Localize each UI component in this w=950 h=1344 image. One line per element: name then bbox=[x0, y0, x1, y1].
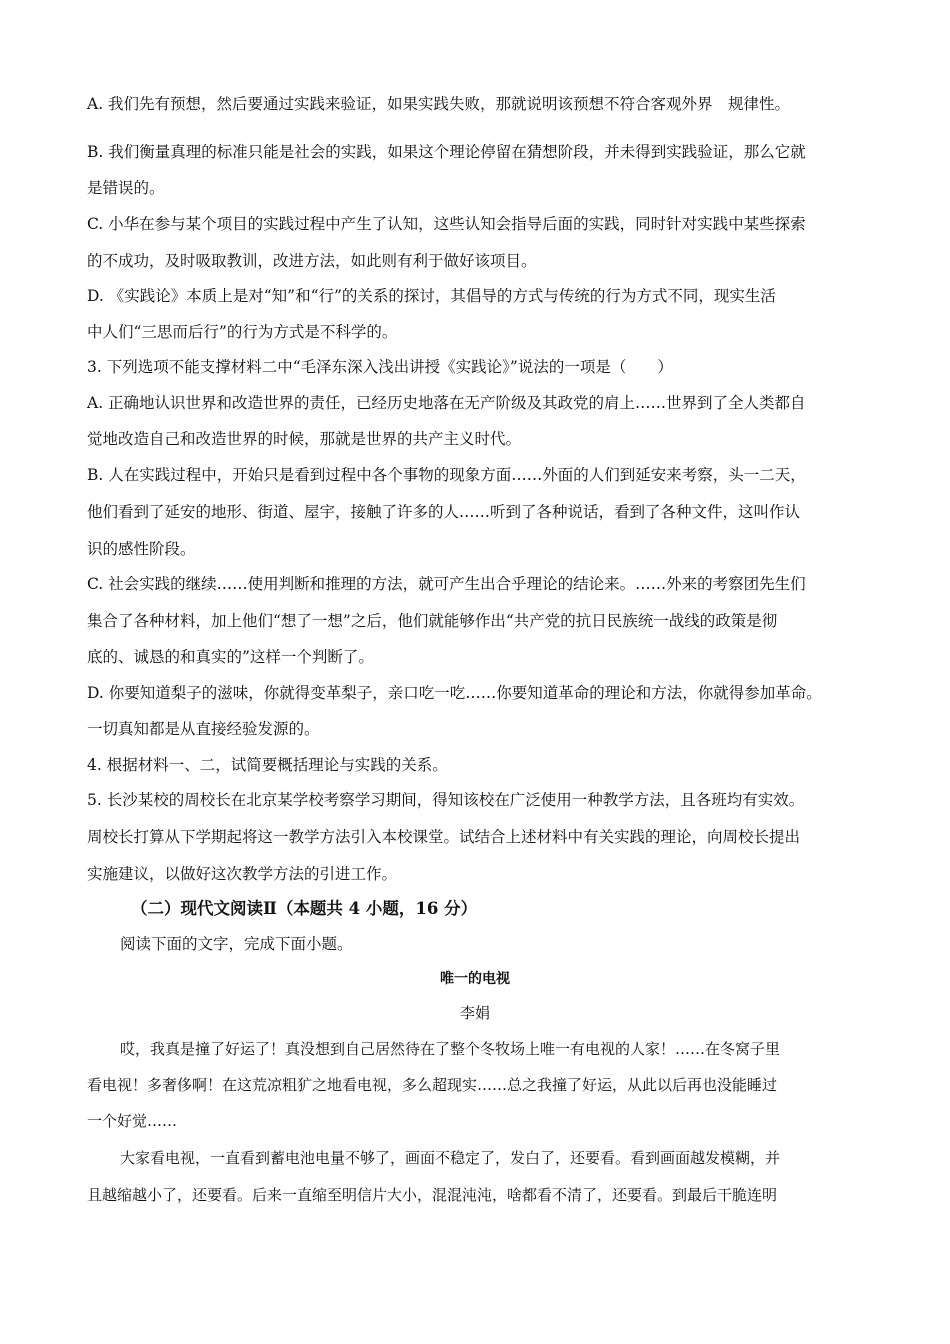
story-title: 唯一的电视 bbox=[440, 971, 510, 987]
q3-option-b-line2: 他们看到了延安的地形、街道、屋宇，接触了许多的人……听到了各种说话，看到了各种文件，这叫作认 bbox=[87, 503, 801, 521]
q5-line3: 实施建议，以做好这次教学方法的引进工作。 bbox=[87, 865, 398, 883]
q3-option-d-line2: 一切真知都是从直接经验发源的。 bbox=[87, 720, 320, 738]
q3-option-c-line3: 底的、诚恳的和真实的”这样一个判断了。 bbox=[87, 648, 374, 666]
q3-option-d-line1: D. 你要知道梨子的滋味，你就得变革梨子，亲口吃一吃……你要知道革命的理论和方法，你就得参加革命。 bbox=[87, 684, 822, 702]
story-p1-line3: 一个好觉…… bbox=[87, 1112, 178, 1130]
story-p2-line1: 大家看电视，一直看到蓄电池电量不够了，画面不稳定了，发白了，还要看。看到画面越发模糊，并 bbox=[120, 1149, 781, 1167]
q4-stem: 4. 根据材料一、二，试简要概括理论与实践的关系。 bbox=[87, 756, 448, 774]
q3-option-b-line1: B. 人在实践过程中，开始只是看到过程中各个事物的现象方面……外面的人们到延安来考察，头一二天， bbox=[87, 466, 806, 484]
section-heading: （二）现代文阅读Ⅱ（本题共 4 小题，16 分） bbox=[131, 899, 478, 918]
q2-option-a: A. 我们先有预想，然后要通过实践来验证，如果实践失败，那就说明该预想不符合客观外界 规律性。 bbox=[87, 95, 791, 113]
q2-option-b-line2: 是错误的。 bbox=[87, 179, 165, 197]
q3-option-c-line2: 集合了各种材料，加上他们“想了一想”之后，他们就能够作出“共产党的抗日民族统一战线的政策是彻 bbox=[87, 612, 778, 630]
q3-option-a-line2: 觉地改造自己和改造世界的时候，那就是世界的共产主义时代。 bbox=[87, 430, 522, 448]
story-p1-line1: 哎，我真是撞了好运了！真没想到自己居然待在了整个冬牧场上唯一有电视的人家！……在冬窝子里 bbox=[120, 1040, 781, 1058]
q2-option-d-line1: D. 《实践论》本质上是对“知”和“行”的关系的探讨，其倡导的方式与传统的行为方式不同，现实生活 bbox=[87, 287, 776, 305]
q2-option-c-line1: C. 小华在参与某个项目的实践过程中产生了认知，这些认知会指导后面的实践，同时针对实践中某些探索 bbox=[87, 215, 806, 233]
q5-line2: 周校长打算从下学期起将这一教学方法引入本校课堂。试结合上述材料中有关实践的理论，向周校长提出 bbox=[87, 828, 801, 846]
q2-option-b-line1: B. 我们衡量真理的标准只能是社会的实践，如果这个理论停留在猜想阶段，并未得到实践验证，那么它就 bbox=[87, 143, 806, 161]
story-p2-line2: 且越缩越小了，还要看。后来一直缩至明信片大小，混混沌沌，啥都看不清了，还要看。到最后干脆连明 bbox=[87, 1186, 778, 1204]
story-p1-line2: 看电视！多奢侈啊！在这荒凉粗犷之地看电视，多么超现实……总之我撞了好运，从此以后再也没能睡过 bbox=[87, 1076, 778, 1094]
story-author: 李娟 bbox=[459, 1004, 490, 1022]
q3-option-c-line1: C. 社会实践的继续……使用判断和推理的方法，就可产生出合乎理论的结论来。……外来的考察团先生们 bbox=[87, 575, 806, 593]
q2-option-c-line2: 的不成功，及时吸取教训，改进方法，如此则有利于做好该项目。 bbox=[87, 252, 537, 270]
q3-stem: 3. 下列选项不能支撑材料二中“毛泽东深入浅出讲授《实践论》”说法的一项是（ ） bbox=[87, 358, 673, 376]
reading-instruction: 阅读下面的文字，完成下面小题。 bbox=[120, 935, 353, 953]
q2-option-d-line2: 中人们“三思而后行”的行为方式是不科学的。 bbox=[87, 323, 398, 341]
q3-option-a-line1: A. 正确地认识世界和改造世界的责任，已经历史地落在无产阶级及其政党的肩上……世界到了全人类都自 bbox=[87, 394, 806, 412]
q5-line1: 5. 长沙某校的周校长在北京某学校考察学习期间，得知该校在广泛使用一种教学方法，且各班均有实效。 bbox=[87, 791, 805, 809]
q3-option-b-line3: 识的感性阶段。 bbox=[87, 540, 196, 558]
